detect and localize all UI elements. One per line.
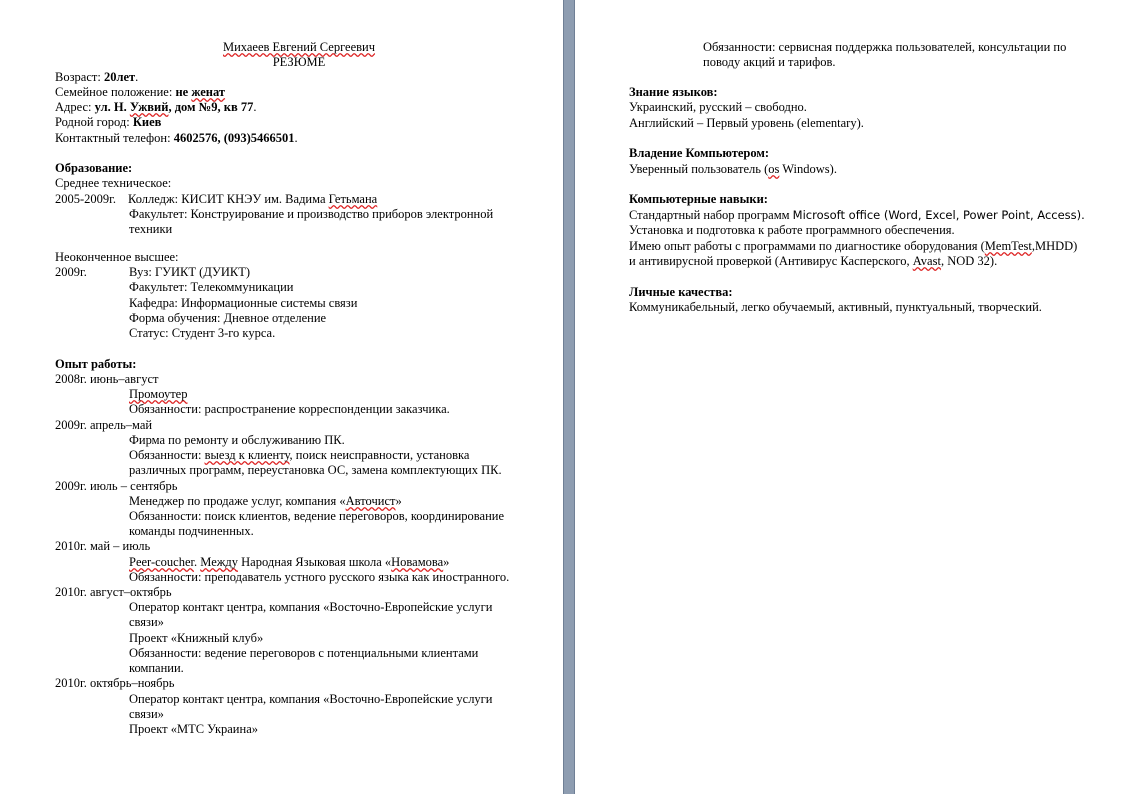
secondary-label: Среднее техническое:: [55, 176, 172, 190]
job5-company-line-2: связи»: [129, 615, 164, 629]
job1-duties: Обязанности: распространение корреспонденции заказчика.: [129, 402, 450, 416]
marital-line: Семейное положение: не женат: [55, 85, 226, 99]
education-heading: Образование:: [55, 161, 133, 175]
job3-duties-line-1: Обязанности: поиск клиентов, ведение переговоров, координирование: [129, 509, 505, 523]
uni-name: Вуз: ГУИКТ (ДУИКТ): [129, 265, 251, 279]
phone-line: Контактный телефон: 4602576, (093)5466501.: [55, 131, 298, 145]
job4-company: Peer-coucher. Между Народная Языковая школа «Новамова»: [129, 555, 450, 569]
job1-position: Промоутер: [129, 387, 188, 401]
college-faculty-line-1: Факультет: Конструирование и производство приборов электронной: [129, 207, 494, 221]
document-page-2: [575, 0, 1138, 794]
job6-project: Проект «МТС Украина»: [129, 722, 258, 736]
age-line: Возраст: 20лет.: [55, 70, 139, 84]
job3-duties-line-2: команды подчиненных.: [129, 524, 254, 538]
job1-period: 2008г. июнь–август: [55, 372, 159, 386]
computer-line: Уверенный пользователь (os Windows).: [629, 162, 837, 176]
job2-duties-line-1: Обязанности: выезд к клиенту, поиск неисправности, установка: [129, 448, 470, 462]
uni-year: 2009г.: [55, 265, 87, 279]
skills-line-3: Имею опыт работы с программами по диагностике оборудования (MemTest,MHDD): [629, 239, 1078, 253]
job5-duties-line-2: компании.: [129, 661, 184, 675]
resume-title: РЕЗЮМЕ: [272, 55, 326, 69]
job5-duties-line-1: Обязанности: ведение переговоров с потенциальными клиентами: [129, 646, 479, 660]
job6-period: 2010г. октябрь–ноябрь: [55, 676, 175, 690]
job5-company-line-1: Оператор контакт центра, компания «Восточно-Европейские услуги: [129, 600, 493, 614]
skills-line-1: Стандартный набор программ Microsoft office (Word, Excel, Power Point, Access).: [629, 208, 1085, 222]
skills-heading: Компьютерные навыки:: [629, 192, 768, 206]
address-line: Адрес: ул. Н. Ужвий, дом №9, кв 77.: [55, 100, 257, 114]
job6-company-line-1: Оператор контакт центра, компания «Восточно-Европейские услуги: [129, 692, 493, 706]
college-years: 2005-2009г.: [55, 192, 117, 206]
college-faculty-line-2: техники: [129, 222, 173, 236]
languages-line-1: Украинский, русский – свободно.: [629, 100, 807, 114]
job6-duties-line-2: поводу акций и тарифов.: [703, 55, 836, 69]
college-name: Колледж: КИСИТ КНЭУ им. Вадима Гетьмана: [128, 192, 378, 206]
hometown-line: Родной город: Киев: [55, 115, 162, 129]
job5-project: Проект «Книжный клуб»: [129, 631, 264, 645]
uni-faculty: Факультет: Телекоммуникации: [129, 280, 294, 294]
personal-heading: Личные качества:: [629, 285, 733, 299]
uni-department: Кафедра: Информационные системы связи: [129, 296, 358, 310]
resume-name: Михаеев Евгений Сергеевич: [222, 40, 376, 54]
job2-company: Фирма по ремонту и обслуживанию ПК.: [129, 433, 345, 447]
skills-line-2: Установка и подготовка к работе программного обеспечения.: [629, 223, 955, 237]
job6-company-line-2: связи»: [129, 707, 164, 721]
skills-line-4: и антивирусной проверкой (Антивирус Касперского, Avast, NOD 32).: [629, 254, 998, 268]
uni-form: Форма обучения: Дневное отделение: [129, 311, 327, 325]
personal-line: Коммуникабельный, легко обучаемый, активный, пунктуальный, творческий.: [629, 300, 1042, 314]
job3-company: Менеджер по продаже услуг, компания «Авточист»: [129, 494, 402, 508]
job5-period: 2010г. август–октябрь: [55, 585, 172, 599]
work-heading: Опыт работы:: [55, 357, 137, 371]
higher-label: Неоконченное высшее:: [55, 250, 179, 264]
languages-heading: Знание языков:: [629, 85, 718, 99]
page-separator: [563, 0, 575, 794]
languages-line-2: Английский – Первый уровень (elementary).: [629, 116, 864, 130]
job3-period: 2009г. июль – сентябрь: [55, 479, 178, 493]
document-page-1: [0, 0, 563, 794]
job2-duties-line-2: различных программ, переустановка ОС, замена комплектующих ПК.: [129, 463, 502, 477]
job4-period: 2010г. май – июль: [55, 539, 151, 553]
job2-period: 2009г. апрель–май: [55, 418, 153, 432]
job4-duties: Обязанности: преподаватель устного русского языка как иностранного.: [129, 570, 510, 584]
uni-status: Статус: Студент 3-го курса.: [129, 326, 276, 340]
computer-heading: Владение Компьютером:: [629, 146, 770, 160]
job6-duties-line-1: Обязанности: сервисная поддержка пользователей, консультации по: [703, 40, 1067, 54]
